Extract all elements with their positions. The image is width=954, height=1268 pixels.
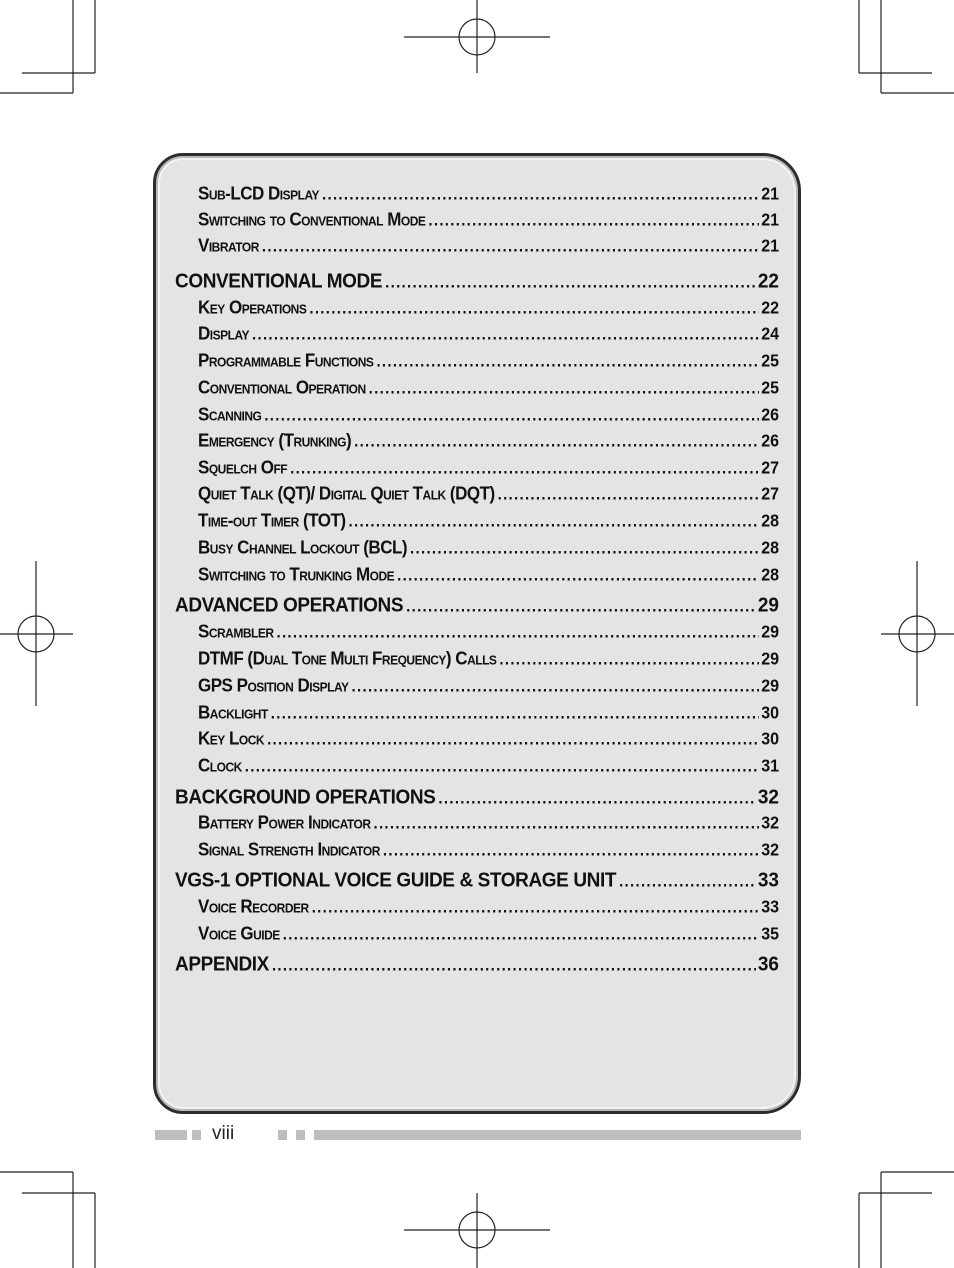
toc-page-number: 33 xyxy=(757,869,779,892)
footer-bar-left-small xyxy=(192,1130,201,1140)
footer-bar-mid-1 xyxy=(278,1130,287,1140)
toc-page-number: 33 xyxy=(761,898,779,917)
toc-dot-leader xyxy=(245,758,759,776)
toc-dot-leader xyxy=(322,186,759,204)
toc-entry-title: CONVENTIONAL MODE xyxy=(175,270,383,293)
toc-entry-title: Voice Recorder xyxy=(198,896,309,917)
toc-entry xyxy=(175,648,779,670)
toc-section-entry xyxy=(175,594,779,620)
toc-entry-title: Key Operations xyxy=(198,297,307,318)
toc-entry xyxy=(175,377,779,399)
toc-entry xyxy=(175,564,779,586)
toc-page-number: 29 xyxy=(761,623,779,642)
toc-entry-title: ADVANCED OPERATIONS xyxy=(175,594,404,617)
toc-entry xyxy=(175,430,779,452)
toc-entry-title: BACKGROUND OPERATIONS xyxy=(175,786,436,809)
toc-dot-leader xyxy=(283,926,759,944)
toc-dot-leader xyxy=(267,731,759,749)
toc-entry-title: Conventional Operation xyxy=(198,377,366,398)
toc-dot-leader xyxy=(352,678,760,696)
toc-page-number: 32 xyxy=(761,841,779,860)
toc-dot-leader xyxy=(312,899,760,917)
toc-page-number: 21 xyxy=(761,185,779,204)
toc-dot-leader xyxy=(354,433,759,451)
toc-entry-title: Battery Power Indicator xyxy=(198,812,371,833)
footer-bar-left xyxy=(155,1130,187,1140)
toc-entry-title: Switching to Conventional Mode xyxy=(198,209,426,230)
toc-entry-title: Switching to Trunking Mode xyxy=(198,564,395,585)
toc-entry xyxy=(175,728,779,750)
toc-entry-title: Signal Strength Indicator xyxy=(198,839,380,860)
toc-entry xyxy=(175,839,779,861)
toc-entry-title: Voice Guide xyxy=(198,923,280,944)
toc-entry xyxy=(175,755,779,777)
toc-entry xyxy=(175,483,779,505)
toc-page-number: 25 xyxy=(761,352,779,371)
toc-page-number: 27 xyxy=(761,459,779,478)
toc-page-number: 35 xyxy=(761,925,779,944)
toc-entry xyxy=(175,235,779,257)
toc-page-number: 24 xyxy=(761,325,779,344)
toc-page-number: 22 xyxy=(757,270,779,293)
toc-dot-leader xyxy=(410,540,759,558)
toc-entry xyxy=(175,323,779,345)
toc-page-number: 29 xyxy=(757,594,779,617)
footer-bar-mid-2 xyxy=(296,1130,305,1140)
toc-page-number: 30 xyxy=(761,704,779,723)
toc-page-number: 21 xyxy=(761,237,779,256)
toc-entry xyxy=(175,350,779,372)
toc-entry-title: Busy Channel Lockout (BCL) xyxy=(198,537,408,558)
toc-entry xyxy=(175,675,779,697)
toc-page-number: 22 xyxy=(761,299,779,318)
toc-dot-leader xyxy=(277,624,760,642)
toc-dot-leader xyxy=(374,815,760,833)
toc-entry xyxy=(175,510,779,532)
toc-dot-leader xyxy=(290,460,759,478)
toc-dot-leader xyxy=(383,842,759,860)
toc-entry-title: Key Lock xyxy=(198,728,265,749)
toc-entry-title: GPS Position Display xyxy=(198,675,349,696)
toc-entry xyxy=(175,896,779,918)
toc-entry xyxy=(175,621,779,643)
toc-entry-title: Time-out Timer (TOT) xyxy=(198,510,346,531)
toc-entry xyxy=(175,812,779,834)
toc-dot-leader xyxy=(397,567,759,585)
toc-dot-leader xyxy=(369,380,760,398)
toc-entry-title: Programmable Functions xyxy=(198,350,374,371)
toc-dot-leader xyxy=(499,651,759,669)
toc-entry xyxy=(175,297,779,319)
toc-section-entry xyxy=(175,786,779,812)
toc-entry-title: Quiet Talk (QT)/ Digital Quiet Talk (DQT) xyxy=(198,483,495,504)
toc-page-number: 32 xyxy=(761,814,779,833)
toc-entry xyxy=(175,183,779,205)
toc-entry-title: Squelch Off xyxy=(198,457,288,478)
toc-dot-leader xyxy=(252,326,759,344)
toc-dot-leader xyxy=(498,486,760,504)
page-number: viii xyxy=(212,1123,235,1144)
toc-page-number: 28 xyxy=(761,512,779,531)
toc-dot-leader xyxy=(349,513,760,531)
toc-page-number: 21 xyxy=(761,211,779,230)
toc-dot-leader xyxy=(272,956,756,974)
toc-entry-title: Vibrator xyxy=(198,235,259,256)
toc-entry xyxy=(175,923,779,945)
toc-page-number: 30 xyxy=(761,730,779,749)
toc-dot-leader xyxy=(262,238,759,256)
footer-bar-right xyxy=(314,1130,801,1140)
toc-dot-leader xyxy=(406,597,756,615)
toc-dot-leader xyxy=(309,300,759,318)
toc-dot-leader xyxy=(264,407,759,425)
toc-section-entry xyxy=(175,953,779,979)
toc-dot-leader xyxy=(619,872,756,890)
toc-page-number: 26 xyxy=(761,406,779,425)
toc-page-number: 27 xyxy=(761,485,779,504)
toc-entry-title: Scanning xyxy=(198,404,262,425)
toc-page-number: 25 xyxy=(761,379,779,398)
toc-entry-title: Emergency (Trunking) xyxy=(198,430,352,451)
toc-page-number: 36 xyxy=(757,953,779,976)
toc-dot-leader xyxy=(385,273,756,291)
toc-section-entry xyxy=(175,869,779,895)
toc-entry-title: DTMF (Dual Tone Multi Frequency) Calls xyxy=(198,648,497,669)
toc-dot-leader xyxy=(428,212,759,230)
toc-entry-title: Sub-LCD Display xyxy=(198,183,320,204)
toc-entry-title: Clock xyxy=(198,755,242,776)
toc-entry xyxy=(175,457,779,479)
toc-entry xyxy=(175,537,779,559)
toc-page-number: 29 xyxy=(761,677,779,696)
toc-entry xyxy=(175,404,779,426)
toc-dot-leader xyxy=(438,789,755,807)
toc-dot-leader xyxy=(271,705,759,723)
toc-entry-title: Backlight xyxy=(198,702,268,723)
toc-dot-leader xyxy=(376,353,759,371)
toc-entry-title: VGS-1 OPTIONAL VOICE GUIDE & STORAGE UNIT xyxy=(175,869,617,892)
toc-entry xyxy=(175,702,779,724)
toc-page-number: 32 xyxy=(757,786,779,809)
toc-page-number: 26 xyxy=(761,432,779,451)
toc-entry xyxy=(175,209,779,231)
toc-page-number: 28 xyxy=(761,539,779,558)
toc-page-number: 31 xyxy=(761,757,779,776)
toc-section-entry xyxy=(175,270,779,296)
toc-page-number: 29 xyxy=(761,650,779,669)
toc-entry-title: APPENDIX xyxy=(175,953,269,976)
toc-entry-title: Display xyxy=(198,323,250,344)
toc-page-number: 28 xyxy=(761,566,779,585)
toc-entry-title: Scrambler xyxy=(198,621,274,642)
